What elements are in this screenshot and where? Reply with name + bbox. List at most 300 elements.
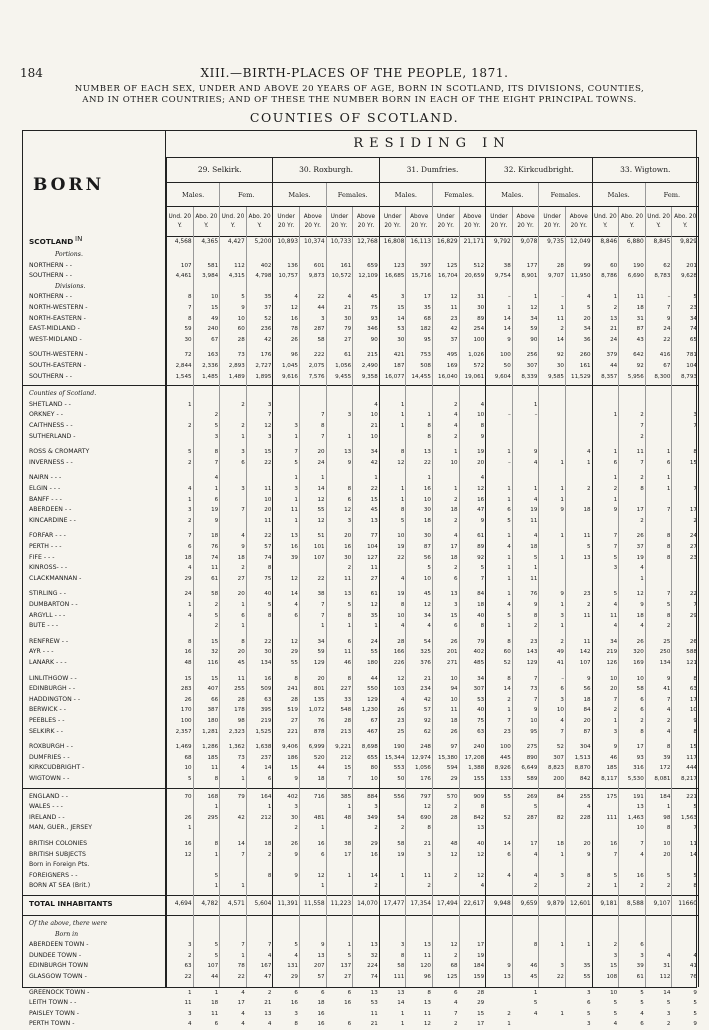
table-cell: 96	[290, 352, 298, 359]
table-cell: 24	[317, 459, 325, 466]
table-cell: 228	[579, 814, 591, 821]
table-cell: 1	[188, 825, 192, 832]
age-header: Abo. 20 Y.	[246, 207, 273, 237]
table-cell: 6,880	[626, 239, 644, 245]
column-rule	[219, 183, 220, 987]
row-label: EDINBURGH TOWN	[29, 962, 89, 970]
table-cell: 1	[267, 804, 272, 811]
table-cell: 3	[613, 952, 618, 959]
table-cell: 8	[666, 612, 671, 619]
table-cell: 22	[317, 575, 325, 582]
table-cell: 159	[473, 974, 485, 980]
table-cell: 3	[587, 989, 591, 996]
table-cell: 255	[234, 686, 245, 693]
table-cell: 11	[211, 1010, 219, 1017]
in-label: IN	[75, 235, 83, 243]
table-cell: 61	[370, 591, 378, 598]
table-cell: 18	[317, 1000, 325, 1007]
table-cell: 2,490	[361, 363, 378, 369]
table-cell: 44	[317, 765, 325, 772]
table-cell: 8	[294, 675, 298, 682]
table-cell: 26	[636, 533, 644, 540]
table-cell: 26	[450, 638, 458, 645]
table-cell: 92	[423, 718, 431, 724]
table-cell: 8	[480, 804, 485, 811]
table-cell: 878	[313, 728, 325, 735]
table-cell: 28	[397, 638, 405, 645]
table-cell: 19	[636, 554, 644, 561]
table-cell: 26	[184, 696, 192, 703]
table-cell: 9,455	[335, 373, 352, 380]
table-cell: 5	[640, 989, 644, 996]
table-cell: 2	[640, 517, 644, 524]
table-cell: 1	[347, 942, 352, 949]
table-cell: 45	[530, 974, 538, 980]
table-cell: 56	[583, 686, 591, 693]
table-cell: 11,950	[571, 273, 591, 280]
table-cell: 9	[294, 851, 298, 858]
table-cell: 485	[473, 660, 485, 666]
table-cell: 22	[556, 974, 564, 980]
table-cell: 67	[211, 336, 219, 343]
table-cell: 8	[427, 433, 431, 440]
table-cell: 2	[400, 825, 405, 832]
table-cell: 176	[260, 352, 272, 359]
table-cell: 166	[393, 649, 405, 656]
table-cell: 6	[294, 989, 298, 996]
column-rule	[272, 157, 273, 987]
table-cell: 1	[560, 533, 564, 540]
table-cell: 15	[610, 963, 618, 970]
table-cell: 73	[530, 686, 538, 693]
table-cell: 8	[400, 449, 405, 456]
table-cell: 402	[287, 793, 298, 800]
table-row	[23, 314, 698, 325]
table-cell: 18	[636, 612, 644, 619]
table-cell: 9	[347, 459, 352, 466]
table-cell: 10	[636, 675, 644, 682]
table-cell: 2	[188, 423, 192, 429]
table-cell: 1	[507, 449, 511, 456]
table-cell: 1	[613, 412, 618, 419]
table-cell: 8	[640, 728, 644, 735]
table-cell: 16,704	[438, 273, 458, 280]
table-cell: 12,974	[411, 754, 431, 761]
table-cell: 5	[427, 565, 431, 572]
table-cell: 781	[686, 352, 697, 359]
table-cell: 37	[264, 305, 272, 311]
table-cell: 72	[184, 352, 192, 359]
table-cell: 4	[454, 533, 458, 540]
table-cell: 255	[579, 793, 591, 800]
table-cell: 1	[613, 496, 618, 503]
table-cell: 20	[663, 851, 671, 858]
table-cell: 1	[560, 554, 564, 561]
table-cell: 207	[313, 963, 325, 970]
table-cell: 201	[686, 262, 697, 269]
table-cell: 509	[260, 686, 272, 693]
table-cell: 2	[188, 952, 192, 959]
table-row	[23, 542, 698, 553]
table-cell: 13	[370, 517, 378, 524]
table-row	[23, 553, 698, 564]
table-row	[23, 303, 698, 314]
table-row	[23, 372, 698, 383]
table-cell: 27	[344, 974, 352, 980]
table-cell: 222	[313, 352, 325, 359]
table-cell: 5	[666, 1000, 671, 1007]
table-cell: 212	[260, 814, 272, 821]
sex-header: Males.	[272, 183, 325, 207]
table-row	[23, 871, 698, 882]
table-cell: 3	[400, 294, 405, 301]
table-cell: 28	[556, 262, 564, 269]
table-cell: 9	[294, 776, 298, 782]
table-cell: 12	[423, 804, 431, 811]
table-cell: 185	[207, 754, 219, 761]
table-cell: 1,513	[574, 754, 591, 761]
table-cell: 307	[473, 686, 485, 693]
table-cell: 2	[640, 433, 644, 440]
table-cell: 1	[507, 533, 511, 540]
table-cell: 1,895	[255, 373, 272, 380]
table-cell: 1,286	[202, 744, 219, 751]
table-cell: 1	[214, 883, 219, 890]
table-cell: 19	[397, 851, 405, 858]
table-cell: 58	[211, 591, 219, 598]
row-label: PEEBLES - -	[29, 717, 65, 724]
table-cell: 4,694	[174, 901, 192, 907]
table-cell: 40	[477, 612, 485, 619]
table-cell: 1	[214, 804, 219, 811]
table-cell: 20	[610, 686, 618, 693]
table-cell: 96	[423, 974, 431, 980]
table-cell: 32	[370, 952, 378, 959]
table-cell: 172	[659, 765, 671, 772]
table-cell: 4	[454, 1000, 458, 1007]
table-cell: 6	[507, 507, 511, 514]
table-cell: 18	[211, 533, 219, 540]
table-cell: 6	[347, 1021, 352, 1028]
table-cell: 29	[477, 1000, 485, 1007]
table-row	[23, 753, 698, 764]
table-cell: 7	[321, 602, 325, 608]
table-row	[23, 421, 698, 432]
table-cell: 1	[666, 804, 671, 811]
table-cell: 842	[473, 814, 485, 821]
table-cell: 1	[241, 776, 245, 782]
table-cell: 1,463	[627, 814, 644, 821]
row-label: SOUTHERN - -	[29, 272, 72, 280]
row-label: SELKIRK - -	[29, 727, 63, 735]
table-row	[23, 600, 698, 611]
table-cell: 21,171	[463, 239, 485, 245]
table-cell: 395	[260, 707, 272, 714]
table-cell: 6	[214, 496, 219, 503]
table-cell: 7	[613, 533, 618, 540]
table-row	[23, 899, 698, 910]
table-cell: 112	[659, 974, 671, 980]
table-cell: 30	[184, 336, 192, 343]
table-cell: 8	[666, 533, 671, 540]
county-header: 29. Selkirk.	[166, 157, 272, 183]
table-cell: 29	[290, 974, 298, 980]
table-cell: 7	[640, 459, 644, 466]
table-cell: 59	[317, 649, 325, 656]
table-cell: 4,315	[228, 273, 245, 280]
table-cell: 10	[423, 496, 431, 503]
table-cell: 46	[610, 754, 618, 761]
table-cell: 14,455	[411, 373, 431, 380]
table-cell: 4	[188, 612, 192, 619]
table-cell: 10,374	[303, 239, 325, 245]
table-cell: 43	[636, 336, 644, 343]
table-cell: 2	[454, 872, 458, 879]
row-label: Counties of Scotland.	[29, 390, 97, 398]
table-cell: 2	[294, 825, 298, 832]
table-cell: 24	[610, 336, 618, 343]
table-cell: 4	[427, 623, 431, 630]
table-cell: 4	[294, 294, 298, 301]
table-cell: 52	[503, 814, 511, 821]
table-cell: 22,617	[463, 901, 485, 907]
table-cell: 84	[583, 707, 591, 714]
table-cell: 2	[454, 952, 458, 959]
age-header: Under 20 Yr.	[326, 207, 353, 237]
table-row	[23, 237, 698, 248]
table-cell: 1	[241, 602, 245, 608]
page-number: 184	[20, 66, 43, 80]
table-cell: 1	[347, 872, 352, 879]
table-cell: 7	[666, 507, 671, 514]
table-cell: 18	[423, 517, 431, 524]
table-cell: 16,040	[438, 373, 458, 380]
table-cell: 13	[290, 533, 298, 540]
table-row	[23, 335, 698, 346]
table-cell: 30	[397, 336, 405, 343]
table-cell: 100	[180, 718, 192, 724]
table-cell: 1,026	[468, 352, 485, 359]
table-row	[23, 324, 698, 335]
table-cell: 4,571	[227, 901, 245, 907]
table-cell: 8,783	[654, 273, 671, 280]
table-cell: 283	[180, 686, 192, 693]
table-cell: 2	[374, 883, 378, 890]
table-cell: 7	[214, 459, 219, 466]
table-cell: 8	[347, 486, 352, 492]
table-cell: 167	[260, 963, 272, 970]
table-cell: 11	[636, 449, 644, 456]
table-cell: 8	[507, 638, 511, 645]
table-cell: 27	[344, 336, 352, 343]
table-cell: 30	[423, 507, 431, 514]
table-cell: 3	[294, 804, 298, 811]
table-cell: 22	[264, 459, 272, 466]
table-cell: 107	[579, 660, 591, 666]
table-cell: 54	[423, 638, 431, 645]
table-cell: 346	[367, 326, 378, 333]
table-cell: 2	[533, 883, 538, 890]
table-cell: 61	[211, 575, 219, 582]
table-cell: 14	[264, 765, 272, 772]
table-cell: 13	[423, 1000, 431, 1007]
table-cell: 42	[264, 336, 272, 343]
table-cell: 11,558	[303, 901, 325, 907]
table-cell: 2	[454, 401, 458, 408]
table-row	[23, 516, 698, 527]
table-cell: 30	[264, 649, 272, 656]
table-cell: 588	[686, 649, 697, 656]
row-label: TOTAL INHABITANTS	[29, 899, 113, 908]
table-cell: 15	[264, 449, 272, 456]
table-cell: 87	[636, 326, 644, 333]
table-cell: 100	[500, 352, 511, 359]
table-cell: 1,281	[202, 728, 219, 735]
table-cell: 8,698	[361, 744, 378, 751]
table-cell: 4	[587, 804, 591, 811]
table-cell: 7	[241, 942, 245, 949]
row-label: ARGYLL - - -	[29, 611, 66, 619]
table-cell: 9	[693, 1021, 697, 1028]
table-row	[23, 531, 698, 542]
table-cell: 57	[317, 974, 325, 980]
table-cell: 134	[659, 660, 671, 666]
table-cell: 1	[454, 449, 458, 456]
row-label: WEST-MIDLAND -	[29, 335, 82, 343]
table-cell: 99	[583, 262, 591, 269]
row-label: NORTHERN - -	[29, 293, 73, 301]
table-cell: 15	[211, 305, 219, 311]
table-cell: 74	[264, 554, 272, 561]
table-cell: 10	[663, 841, 671, 847]
table-cell: 7	[613, 544, 618, 550]
table-cell: 39	[663, 754, 671, 761]
table-cell: 8	[587, 872, 591, 879]
table-cell: 10	[556, 707, 564, 714]
table-cell: 11	[211, 765, 219, 772]
table-cell: 2,893	[228, 363, 245, 369]
table-cell: 8	[480, 623, 485, 630]
table-cell: 4	[480, 883, 485, 890]
table-row	[23, 495, 698, 506]
table-cell: 93	[370, 315, 378, 322]
table-cell: 1	[507, 565, 511, 572]
table-cell: 12	[184, 851, 192, 858]
table-cell: 5	[693, 1000, 697, 1007]
table-cell: 15	[450, 612, 458, 619]
sex-header: Fem.	[645, 183, 698, 207]
table-cell: 63	[689, 686, 697, 693]
row-label: CAITHNESS - -	[29, 422, 73, 429]
row-label: NORTH-WESTERN -	[29, 304, 88, 311]
table-cell: 254	[473, 326, 485, 333]
table-cell: 41	[663, 686, 671, 693]
table-cell: 4	[294, 952, 298, 959]
table-cell: 15	[397, 305, 405, 311]
table-cell: 2	[613, 486, 618, 492]
table-cell: 6,690	[627, 273, 644, 280]
table-cell: 2	[214, 602, 219, 608]
table-cell: 3	[640, 952, 644, 959]
table-cell: 13	[370, 942, 378, 949]
table-cell: 6	[454, 575, 458, 582]
table-cell: 98	[237, 718, 245, 724]
age-header: Above 20 Yr.	[459, 207, 486, 237]
age-header: Above 20 Yr.	[352, 207, 379, 237]
table-cell: 842	[579, 776, 591, 782]
table-cell: 185	[606, 765, 618, 772]
table-cell: 38	[503, 262, 511, 269]
table-cell: 1	[241, 883, 245, 890]
table-row	[23, 1009, 698, 1020]
table-cell: 1,545	[175, 373, 192, 380]
table-cell: 10	[423, 575, 431, 582]
table-cell: 78	[237, 963, 245, 970]
table-cell: 7	[613, 851, 618, 858]
row-label: NORTHERN - -	[29, 261, 73, 269]
table-cell: 95	[423, 336, 431, 343]
table-row	[23, 350, 698, 361]
table-cell: 19	[211, 507, 219, 514]
table-cell: 1	[613, 294, 618, 301]
table-cell: 1	[507, 575, 511, 582]
table-cell: 18	[530, 544, 538, 550]
table-cell: 22	[237, 974, 245, 980]
table-cell: 74	[211, 554, 219, 561]
table-cell: 7	[241, 851, 245, 858]
table-cell: 111	[606, 814, 618, 821]
table-cell: 142	[579, 649, 591, 656]
row-label: LANARK - - -	[29, 659, 67, 666]
table-cell: 379	[606, 352, 618, 359]
table-cell: 15	[370, 496, 378, 503]
table-cell: 8	[533, 942, 538, 949]
table-cell: 325	[420, 649, 431, 656]
table-cell: 24	[663, 326, 671, 333]
table-cell: 1	[214, 989, 219, 996]
table-cell: 1	[400, 486, 405, 492]
table-cell: 14	[290, 591, 298, 598]
table-cell: 4	[533, 496, 538, 503]
table-cell: 47	[477, 507, 485, 514]
table-cell: 9	[480, 517, 485, 524]
table-cell: 1,525	[255, 728, 272, 735]
table-cell: 22	[663, 336, 671, 343]
table-cell: 20	[317, 449, 325, 456]
table-cell: 16	[290, 1000, 298, 1007]
table-cell: 5	[507, 612, 511, 619]
table-cell: 17,477	[383, 901, 405, 907]
table-cell: 11	[556, 315, 564, 322]
table-cell: 27	[290, 718, 298, 724]
table-row	[23, 271, 698, 282]
table-cell: 1	[400, 872, 405, 879]
table-cell: 1	[507, 623, 511, 630]
table-cell: 2	[640, 718, 644, 724]
table-cell: 30	[556, 363, 564, 369]
table-cell: 2	[241, 401, 245, 408]
table-cell: 9,585	[547, 373, 564, 380]
table-cell: 14,070	[357, 901, 378, 907]
table-cell: 15	[689, 459, 697, 466]
table-cell: 63	[477, 728, 485, 735]
sex-header: Males.	[592, 183, 645, 207]
table-cell: 481	[313, 814, 325, 821]
table-cell: 4	[267, 952, 272, 959]
table-cell: 1	[666, 449, 671, 456]
table-cell: 1	[374, 475, 378, 482]
table-cell: 9	[613, 744, 618, 751]
